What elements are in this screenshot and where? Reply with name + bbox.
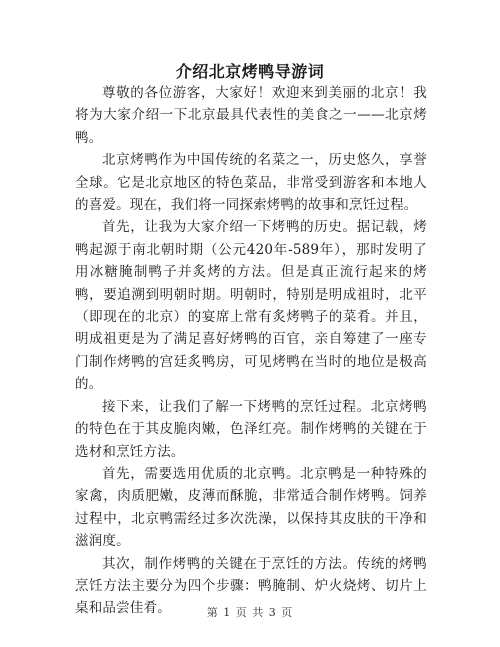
document-body: [75, 82, 427, 620]
paragraph-duck-selection: 首先，需要选用优质的北京鸭。北京鸭是一种特殊的家禽，肉质肥嫩，皮薄而酥脆，非常适合制作烤鸭。饲养过程中，北京鸭需经过多次洗澡，以保持其皮肤的干净和滋润度。: [75, 465, 427, 550]
paragraph-introduction: 北京烤鸭作为中国传统的名菜之一，历史悠久，享誉全球。它是北京地区的特色菜品，非常受到游客和本地人的喜爱。现在，我们将一同探索烤鸭的故事和烹饪过程。: [75, 152, 427, 214]
page-number-footer: 第 1 页 共 3 页: [206, 606, 294, 619]
document-title: 介绍北京烤鸭导游词: [175, 62, 325, 81]
paragraph-history: 首先，让我为大家介绍一下烤鸭的历史。据记载，烤鸭起源于南北朝时期（公元420年-589年），那时发明了用冰糖腌制鸭子并炙烤的方法。但是真正流行起来的烤鸭，要追溯到明朝时期。明朝时，特别是明成祖时，北平（即现在的北京）的宴席上常有炙烤鸭子的菜肴。并且，明成祖更是为了满足喜好烤鸭的百官，亲自筹建了一座专门制作烤鸭的宫廷炙鸭房，可见烤鸭在当时的地位是极高的。: [75, 219, 427, 393]
paragraph-cooking-steps: 其次，制作烤鸭的关键在于烹饪的方法。传统的烤鸭烹饪方法主要分为四个步骤：鸭腌制、炉火烧烤、切片上桌和品尝佳肴。: [75, 555, 427, 617]
paragraph-greeting: 尊敬的各位游客，大家好！欢迎来到美丽的北京！我将为大家介绍一下北京最具代表性的美食之一——北京烤鸭。: [75, 85, 427, 146]
paragraph-cooking-overview: 接下来，让我们了解一下烤鸭的烹饪过程。北京烤鸭的特色在于其皮脆肉嫩，色泽红亮。制作烤鸭的关键在于选材和烹饪方法。: [75, 398, 427, 460]
